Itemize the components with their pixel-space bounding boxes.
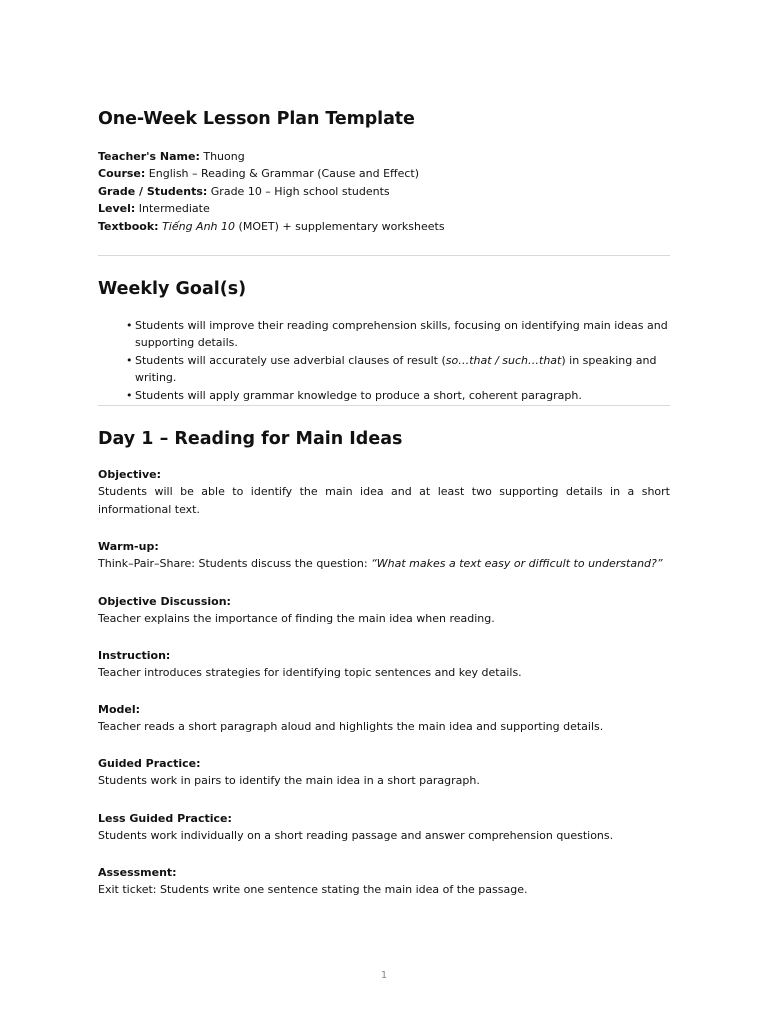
grade-line bbox=[98, 183, 445, 200]
textbook-title: Tiếng Anh 10 bbox=[162, 219, 236, 233]
assessment-block bbox=[98, 864, 670, 899]
page-title: One-Week Lesson Plan Template bbox=[98, 109, 415, 129]
instruction-label: Instruction: bbox=[98, 649, 171, 662]
grade-label: Grade / Students: bbox=[98, 184, 208, 198]
warmup-question: “What makes a text easy or difficult to understand?” bbox=[371, 557, 663, 571]
list-item bbox=[126, 387, 671, 404]
less-guided-practice-text: Students work individually on a short reading passage and answer comprehension questions. bbox=[98, 829, 614, 843]
list-item bbox=[126, 317, 671, 352]
objective-discussion-text: Teacher explains the importance of finding the main idea when reading. bbox=[98, 612, 495, 626]
course-value: English – Reading & Grammar (Cause and Effect) bbox=[148, 167, 420, 181]
level-label: Level: bbox=[98, 202, 136, 216]
model-block bbox=[98, 701, 670, 736]
warmup-text: Think–Pair–Share: Students discuss the question: bbox=[98, 557, 368, 571]
goal-text: Students will accurately use adverbial clauses of result ( bbox=[135, 353, 446, 367]
course-label: Course: bbox=[98, 167, 146, 181]
list-item bbox=[126, 352, 671, 387]
objective-discussion-label: Objective Discussion: bbox=[98, 595, 231, 608]
goal-emphasis: so…that / such…that bbox=[445, 353, 562, 367]
bullet-icon: • bbox=[126, 319, 133, 332]
guided-practice-text: Students work in pairs to identify the main idea in a short paragraph. bbox=[98, 774, 480, 788]
textbook-line bbox=[98, 218, 445, 235]
bullet-icon: • bbox=[126, 353, 133, 367]
teacher-name-label: Teacher's Name: bbox=[98, 150, 200, 163]
objective-discussion-block bbox=[98, 593, 670, 628]
less-guided-practice-block bbox=[98, 810, 670, 845]
model-label: Model: bbox=[98, 703, 141, 716]
instruction-block bbox=[98, 647, 670, 682]
objective-label: Objective: bbox=[98, 468, 162, 481]
level-line bbox=[98, 200, 445, 217]
goal-text: Students will apply grammar knowledge to produce a short, coherent paragraph. bbox=[135, 388, 582, 402]
less-guided-practice-label: Less Guided Practice: bbox=[98, 812, 232, 825]
lesson-info bbox=[98, 148, 445, 235]
assessment-label: Assessment: bbox=[98, 866, 177, 879]
objective-text: Students will be able to identify the main idea and at least two supporting details in a short informational text. bbox=[98, 485, 670, 516]
textbook-details: (MOET) + supplementary worksheets bbox=[238, 219, 445, 233]
bullet-icon: • bbox=[126, 388, 133, 402]
warmup-label: Warm-up: bbox=[98, 540, 159, 553]
grade-value: Grade 10 – High school students bbox=[210, 184, 390, 198]
course-line bbox=[98, 165, 445, 182]
model-text: Teacher reads a short paragraph aloud and highlights the main idea and supporting details. bbox=[98, 720, 604, 734]
teacher-name-value: Thuong bbox=[203, 150, 245, 163]
instruction-text: Teacher introduces strategies for identifying topic sentences and key details. bbox=[98, 666, 522, 680]
guided-practice-block bbox=[98, 755, 670, 790]
section-divider bbox=[98, 405, 670, 406]
objective-block bbox=[98, 466, 670, 518]
page-number: 1 bbox=[380, 970, 388, 981]
day1-heading: Day 1 – Reading for Main Ideas bbox=[98, 429, 403, 449]
textbook-label: Textbook: bbox=[98, 219, 159, 233]
assessment-text: Exit ticket: Students write one sentence stating the main idea of the passage. bbox=[98, 883, 528, 897]
guided-practice-label: Guided Practice: bbox=[98, 757, 201, 770]
goal-text: Students will improve their reading comprehension skills, focusing on identifying main ideas and supporting details. bbox=[135, 319, 668, 350]
teacher-name-line bbox=[98, 148, 445, 165]
warmup-block bbox=[98, 538, 670, 573]
goal-text: ) in speaking and writing. bbox=[135, 353, 657, 385]
weekly-goals-list bbox=[126, 317, 671, 404]
section-divider bbox=[98, 255, 670, 256]
level-value: Intermediate bbox=[138, 202, 210, 216]
weekly-goals-heading: Weekly Goal(s) bbox=[98, 279, 247, 299]
